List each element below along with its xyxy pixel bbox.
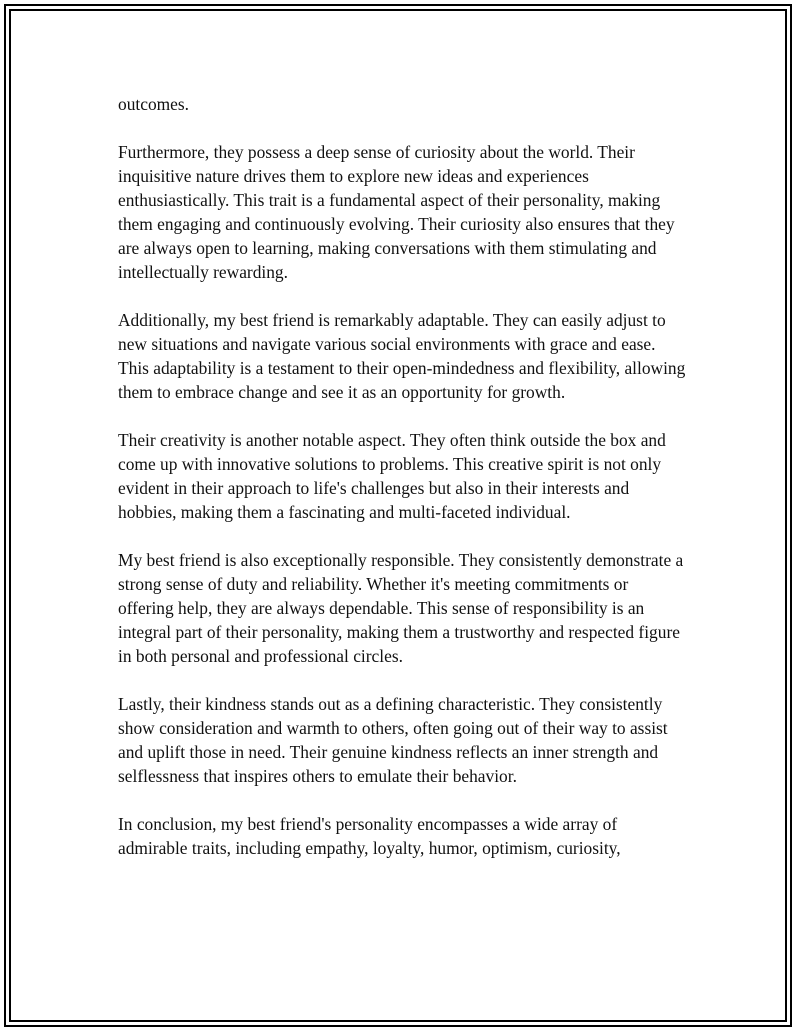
paragraph-responsibility: My best friend is also exceptionally responsible. They consistently demonstrate a strong sense of duty and reliability. Whether it's meeting commitments or offering help, they are always dependable. This sense of responsibility is an integral part of their personality, making them a trustworthy and respected figure in both personal and professional circles. [118, 550, 684, 666]
paragraph-conclusion: In conclusion, my best friend's personality encompasses a wide array of admirable traits, including empathy, loyalty, humor, optimism, curiosity, [118, 814, 621, 858]
paragraph-kindness: Lastly, their kindness stands out as a defining characteristic. They consistently show consideration and warmth to others, often going out of their way to assist and uplift those in need. Their genuine kindness reflects an inner strength and selflessness that inspires others to emulate their behavior. [118, 694, 668, 786]
paragraph-curiosity: Furthermore, they possess a deep sense of curiosity about the world. Their inquisitive nature drives them to explore new ideas and experiences enthusiastically. This trait is a fundamental aspect of their personality, making them engaging and continuously evolving. Their curiosity also ensures that they are always open to learning, making conversations with them stimulating and intellectually rewarding. [118, 142, 675, 282]
paragraph-creativity: Their creativity is another notable aspect. They often think outside the box and come up with innovative solutions to problems. This creative spirit is not only evident in their approach to life's challenges but also in their interests and hobbies, making them a fascinating and multi-faceted individual. [118, 430, 666, 522]
document-body [118, 92, 688, 884]
paragraph-continuation: outcomes. [118, 94, 189, 114]
paragraph-adaptability: Additionally, my best friend is remarkably adaptable. They can easily adjust to new situations and navigate various social environments with grace and ease. This adaptability is a testament to their open-mindedness and flexibility, allowing them to embrace change and see it as an opportunity for growth. [118, 310, 686, 402]
